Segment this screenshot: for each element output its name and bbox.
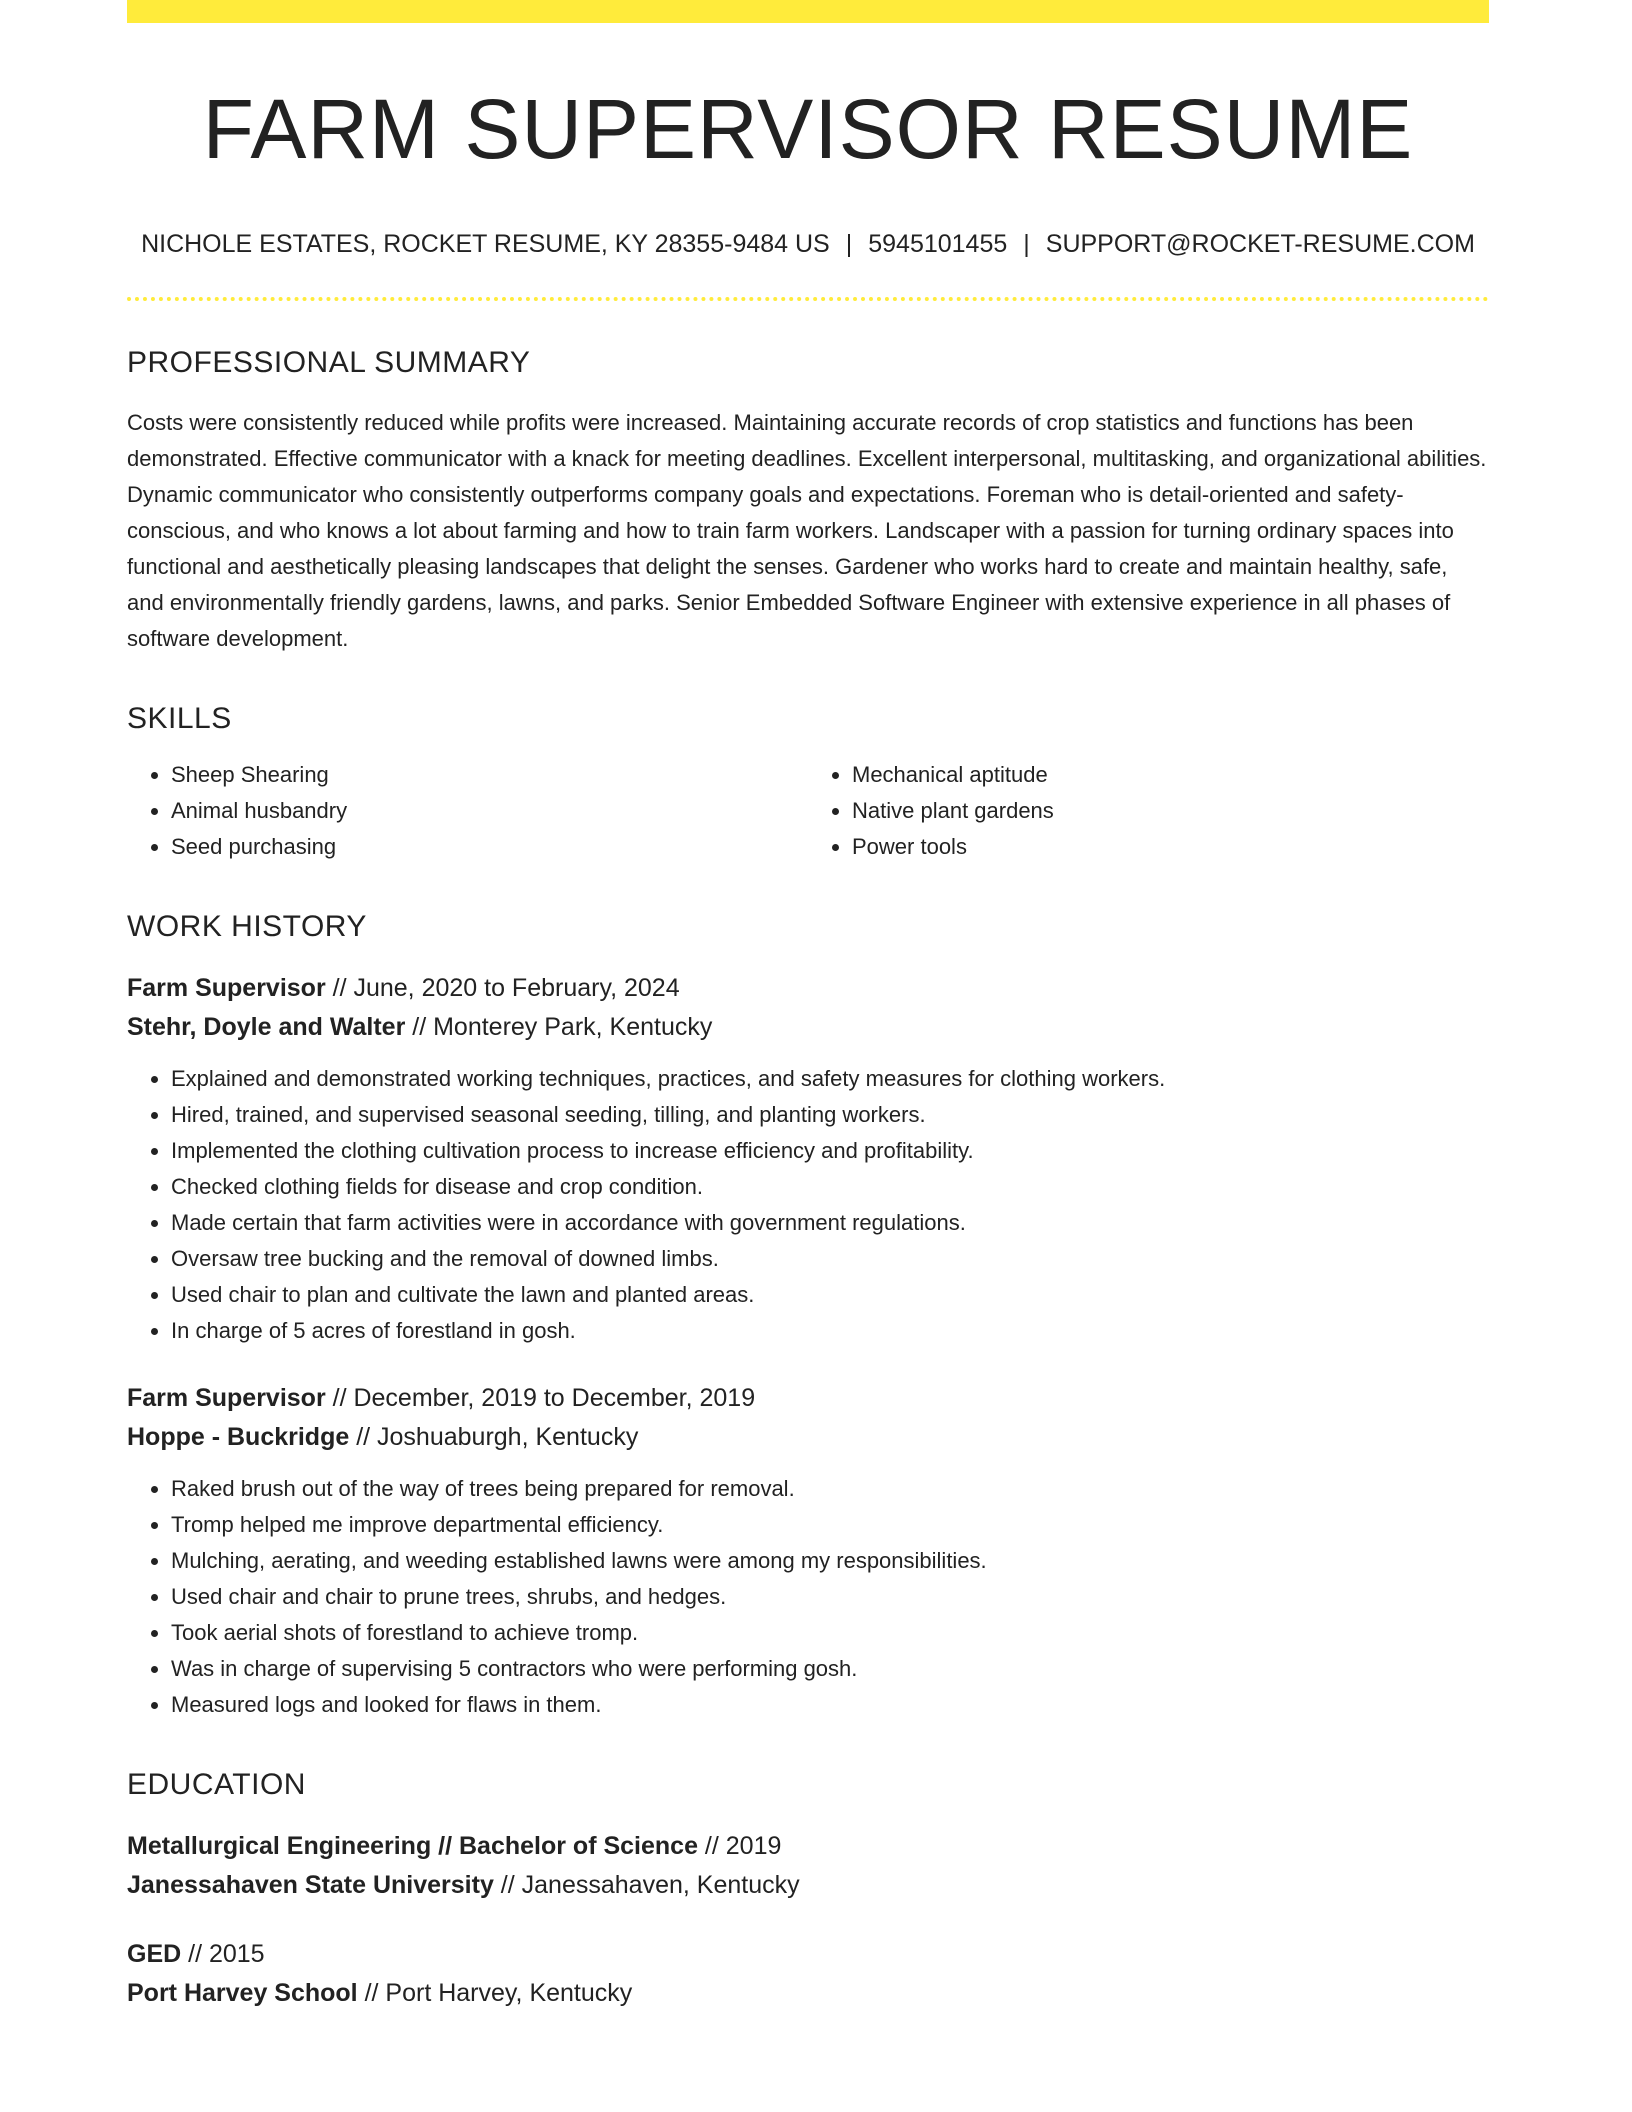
job-bullet: • Explained and demonstrated working techniques, practices, and safety measures for clothing workers. xyxy=(171,1061,1489,1097)
contact-email: SUPPORT@ROCKET-RESUME.COM xyxy=(1045,230,1475,259)
contact-separator: | xyxy=(1023,230,1030,259)
education-school: Janessahaven State University xyxy=(127,1871,494,1900)
skill-item: • Sheep Shearing xyxy=(171,757,808,793)
work-section xyxy=(127,909,1489,1723)
job-company-line xyxy=(127,1008,1489,1047)
job-title: Farm Supervisor xyxy=(127,1384,326,1413)
skill-item: • Power tools xyxy=(852,829,1489,865)
resume-page xyxy=(127,0,1489,2013)
job-dates: // June, 2020 to February, 2024 xyxy=(325,974,680,1003)
education-location: // Janessahaven, Kentucky xyxy=(493,1871,800,1900)
top-accent-bar xyxy=(127,0,1489,23)
contact-line xyxy=(127,229,1489,259)
education-degree: GED xyxy=(127,1940,182,1969)
education-school-line xyxy=(127,1974,1489,2013)
education-school-line xyxy=(127,1866,1489,1905)
job-entry xyxy=(127,969,1489,1349)
contact-address: NICHOLE ESTATES, ROCKET RESUME, KY 28355-9484 US xyxy=(141,230,830,259)
job-title-line xyxy=(127,969,1489,1008)
work-heading: WORK HISTORY xyxy=(127,910,367,944)
job-header xyxy=(127,1379,1489,1457)
education-degree-line xyxy=(127,1935,1489,1974)
job-location: // Monterey Park, Kentucky xyxy=(405,1013,713,1042)
job-bullet: • Was in charge of supervising 5 contractors who were performing gosh. xyxy=(171,1651,1489,1687)
skills-heading: SKILLS xyxy=(127,702,232,736)
job-title-line xyxy=(127,1379,1489,1418)
resume-title: FARM SUPERVISOR RESUME xyxy=(202,82,1414,176)
education-degree: Metallurgical Engineering // Bachelor of Science xyxy=(127,1832,698,1861)
skill-item: • Mechanical aptitude xyxy=(852,757,1489,793)
job-bullet: • In charge of 5 acres of forestland in gosh. xyxy=(171,1313,1489,1349)
education-heading: EDUCATION xyxy=(127,1768,306,1802)
job-entry xyxy=(127,1379,1489,1723)
job-bullet: • Hired, trained, and supervised seasonal seeding, tilling, and planting workers. xyxy=(171,1097,1489,1133)
job-bullet: • Made certain that farm activities were in accordance with government regulations. xyxy=(171,1205,1489,1241)
job-company: Hoppe - Buckridge xyxy=(127,1423,350,1452)
job-location: // Joshuaburgh, Kentucky xyxy=(349,1423,639,1452)
education-degree-line xyxy=(127,1827,1489,1866)
contact-phone: 5945101455 xyxy=(868,230,1008,259)
job-title: Farm Supervisor xyxy=(127,974,326,1003)
job-bullet: • Used chair to plan and cultivate the lawn and planted areas. xyxy=(171,1277,1489,1313)
education-entry xyxy=(127,1827,1489,1905)
job-bullet: • Implemented the clothing cultivation process to increase efficiency and profitability. xyxy=(171,1133,1489,1169)
education-section xyxy=(127,1767,1489,2013)
job-dates: // December, 2019 to December, 2019 xyxy=(325,1384,756,1413)
dotted-divider xyxy=(127,297,1489,301)
skills-list-left xyxy=(127,757,808,865)
skills-list-right xyxy=(808,757,1489,865)
job-bullet: • Tromp helped me improve departmental efficiency. xyxy=(171,1507,1489,1543)
job-bullets xyxy=(127,1471,1489,1723)
job-bullet: • Used chair and chair to prune trees, shrubs, and hedges. xyxy=(171,1579,1489,1615)
job-bullet: • Took aerial shots of forestland to achieve tromp. xyxy=(171,1615,1489,1651)
job-bullet: • Checked clothing fields for disease and crop condition. xyxy=(171,1169,1489,1205)
skill-item: • Animal husbandry xyxy=(171,793,808,829)
job-bullet: • Measured logs and looked for flaws in them. xyxy=(171,1687,1489,1723)
job-bullet: • Mulching, aerating, and weeding established lawns were among my responsibilities. xyxy=(171,1543,1489,1579)
education-location: // Port Harvey, Kentucky xyxy=(357,1979,633,2008)
job-header xyxy=(127,969,1489,1047)
education-year: // 2019 xyxy=(697,1832,782,1861)
job-company-line xyxy=(127,1418,1489,1457)
skill-item: • Native plant gardens xyxy=(852,793,1489,829)
skills-columns xyxy=(127,757,1489,865)
education-year: // 2015 xyxy=(181,1940,265,1969)
job-bullet: • Raked brush out of the way of trees being prepared for removal. xyxy=(171,1471,1489,1507)
skill-item: • Seed purchasing xyxy=(171,829,808,865)
contact-separator: | xyxy=(845,230,853,259)
job-bullet: • Oversaw tree bucking and the removal of downed limbs. xyxy=(171,1241,1489,1277)
job-company: Stehr, Doyle and Walter xyxy=(127,1013,406,1042)
education-school: Port Harvey School xyxy=(127,1979,358,2008)
summary-heading: PROFESSIONAL SUMMARY xyxy=(127,346,531,380)
summary-section xyxy=(127,345,1489,657)
summary-text: Costs were consistently reduced while profits were increased. Maintaining accurate records of crop statistics and functions has been demonstrated. Effective communicator with a knack for meeting deadlines. Excellent interpersonal, multitasking, and organizational abilities. Dynamic communicator who consistently outperforms company goals and expectations. Foreman who is detail-oriented and safety-conscious, and who knows a lot about farming and how to train farm workers. Landscaper with a passion for turning ordinary spaces into functional and aesthetically pleasing landscapes that delight the senses. Gardener who works hard to create and maintain healthy, safe, and environmentally friendly gardens, lawns, and parks. Senior Embedded Software Engineer with extensive experience in all phases of software development. xyxy=(127,410,1487,652)
job-bullets xyxy=(127,1061,1489,1349)
education-entry xyxy=(127,1935,1489,2013)
skills-section xyxy=(127,701,1489,865)
